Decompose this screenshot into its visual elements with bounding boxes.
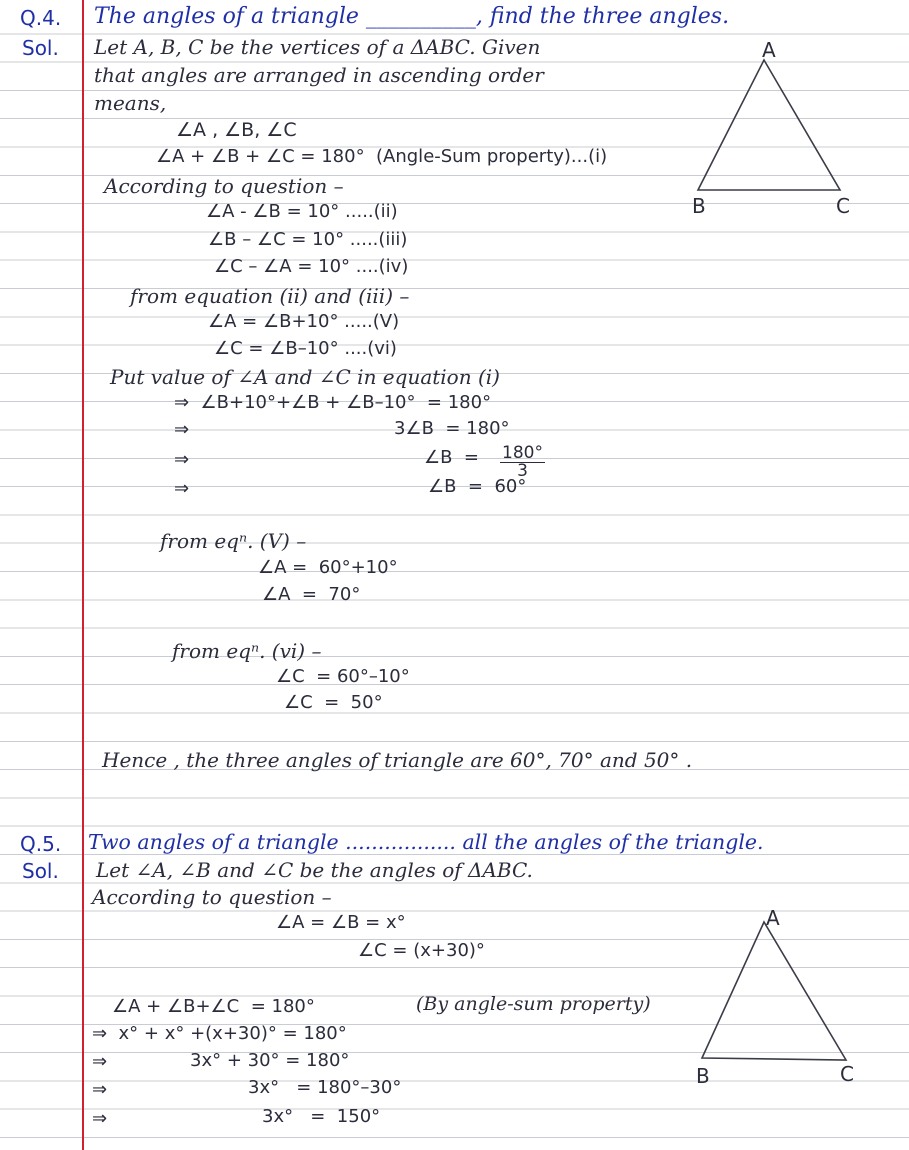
- question-4-text: The angles of a triangle __________, find the three angles.: [94, 4, 730, 29]
- q4-vertex-a-label: A: [762, 38, 776, 62]
- q4-line-20: ∠B = 60°: [428, 476, 527, 497]
- q5-line-1: Let ∠A, ∠B and ∠C be the angles of ΔABC.: [96, 858, 533, 882]
- q5-line-5: ∠A + ∠B+∠C = 180°: [112, 996, 315, 1017]
- q5-vertex-a-label: A: [766, 906, 780, 930]
- q4-line-21: from eqⁿ. (V) –: [160, 529, 307, 553]
- q5-line-11: 3x° = 180°–30°: [248, 1077, 402, 1098]
- q4-line-7: ∠A - ∠B = 10° .....(ii): [206, 201, 398, 222]
- q4-line-25: ∠C = 60°–10°: [276, 666, 410, 687]
- q4-line-2: that angles are arranged in ascending order: [94, 63, 544, 87]
- q4-line-23: ∠A = 70°: [262, 584, 361, 605]
- q4-line-3: means,: [94, 91, 167, 115]
- q4-line-4: ∠A , ∠B, ∠C: [176, 119, 297, 141]
- q4-line-6: According to question –: [104, 174, 344, 198]
- notebook-margin-line: [82, 0, 84, 1150]
- q4-line-10: from equation (ii) and (iii) –: [130, 284, 410, 308]
- q4-triangle-shape: [698, 60, 840, 190]
- q5-line-13: 3x° = 150°: [262, 1106, 381, 1127]
- q5-implies-2: ⇒: [92, 1051, 108, 1072]
- q5-line-7: ⇒ x° + x° +(x+30)° = 180°: [92, 1023, 347, 1044]
- q4-line-5: ∠A + ∠B + ∠C = 180° (Angle-Sum property)...(i): [156, 146, 608, 167]
- q4-line-13: Put value of ∠A and ∠C in equation (i): [110, 365, 500, 389]
- q5-line-3: ∠A = ∠B = x°: [276, 912, 406, 933]
- question-4-label: Q.4.: [20, 6, 62, 30]
- q4-fraction: [500, 445, 545, 480]
- q4-line-1: Let A, B, C be the vertices of a ΔABC. Given: [94, 35, 541, 59]
- q5-vertex-c-label: C: [840, 1062, 854, 1086]
- q4-line-8: ∠B – ∠C = 10° .....(iii): [208, 229, 408, 250]
- q5-vertex-b-label: B: [696, 1064, 710, 1088]
- solution-5-label: Sol.: [22, 859, 59, 883]
- q4-line-14: ⇒ ∠B+10°+∠B + ∠B–10° = 180°: [174, 392, 492, 413]
- q4-line-24: from eqⁿ. (vi) –: [172, 639, 322, 663]
- q5-line-4: ∠C = (x+30)°: [358, 940, 485, 961]
- q4-fraction-denominator: 3: [517, 461, 528, 481]
- q5-implies-3: ⇒: [92, 1079, 108, 1100]
- q4-line-9: ∠C – ∠A = 10° ....(iv): [214, 256, 409, 277]
- q4-line-22: ∠A = 60°+10°: [258, 557, 398, 578]
- solution-4-label: Sol.: [22, 36, 59, 60]
- q4-line-26: ∠C = 50°: [284, 692, 383, 713]
- q4-implies-4: ⇒: [174, 478, 190, 499]
- q5-triangle-shape: [702, 922, 846, 1060]
- q5-implies-4: ⇒: [92, 1108, 108, 1129]
- q4-implies-3: ⇒: [174, 449, 190, 470]
- question-5-label: Q.5.: [20, 832, 62, 856]
- q4-conclusion: Hence , the three angles of triangle are 60°, 70° and 50° .: [102, 748, 693, 772]
- q5-line-2: According to question –: [92, 885, 332, 909]
- q4-fraction-numerator: 180°: [502, 443, 543, 463]
- q4-line-18: ∠B =: [424, 447, 480, 468]
- q4-line-11: ∠A = ∠B+10° .....(V): [208, 311, 400, 332]
- q5-line-6: (By angle-sum property): [416, 993, 651, 1015]
- q4-line-12: ∠C = ∠B–10° ....(vi): [214, 338, 397, 359]
- question-5-text: Two angles of a triangle ................. all the angles of the triangle.: [88, 830, 764, 854]
- q4-vertex-b-label: B: [692, 194, 706, 218]
- q4-vertex-c-label: C: [836, 194, 850, 218]
- q5-line-9: 3x° + 30° = 180°: [190, 1050, 350, 1071]
- q4-line-16: 3∠B = 180°: [394, 418, 510, 439]
- q4-implies-2: ⇒: [174, 419, 190, 440]
